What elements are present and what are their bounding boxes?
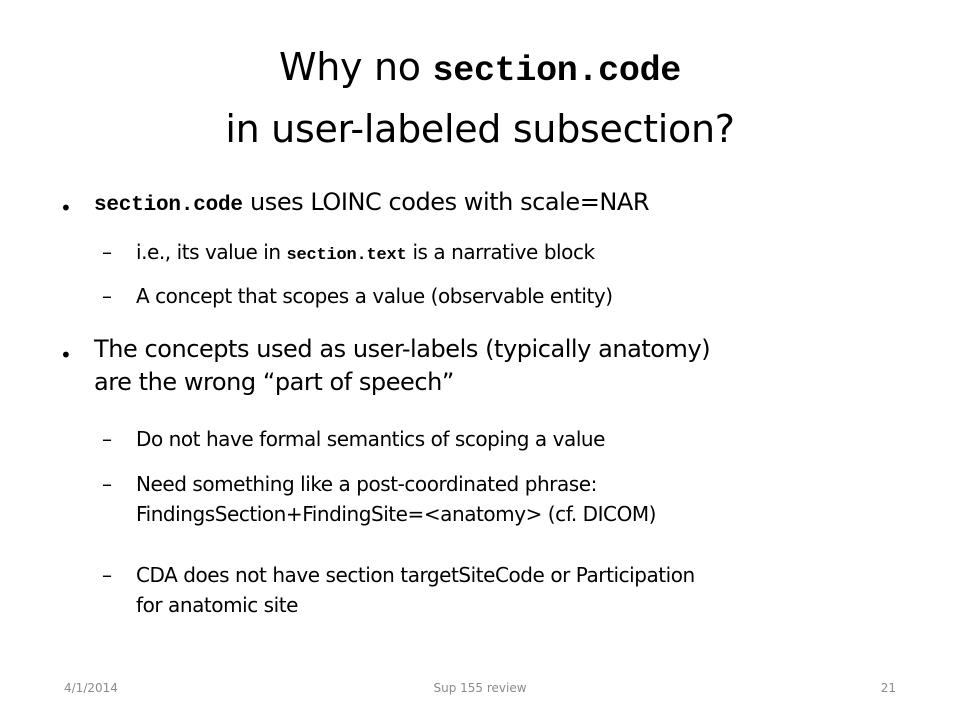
sub-bullet-2-2 [136,469,656,529]
sub-bullet-2-1: Do not have formal semantics of scoping a value [136,427,606,451]
sub-bullet-2-3-line-1: CDA does not have section targetSiteCode or Participation [136,563,695,587]
sub-bullet-2-3-line-2: for anatomic site [136,593,298,617]
sub-bullet-2-2-line-1: Need something like a post-coordinated phrase: [136,472,597,496]
sub-bullet-2-2-line-2: FindingsSection+FindingSite=<anatomy> (cf. DICOM) [136,502,657,526]
dash-marker-1-1: – [102,240,112,264]
dash-marker-2-3: – [102,563,112,587]
sub-bullet-1-1 [136,237,595,271]
bullet-1-code: section.code [94,194,243,217]
title-line-1-code: section.code [432,51,681,91]
dash-marker-2-1: – [102,427,112,451]
sub-bullet-2-3 [136,560,695,620]
footer-page-number: 21 [880,681,896,695]
sub-bullet-1-1-pre: i.e., its value in [136,240,287,264]
bullet-2-line-2: are the wrong “part of speech” [94,368,454,396]
sub-bullet-1-1-post: is a narrative block [406,240,595,264]
bullet-marker-2: • [60,343,72,367]
bullet-2-line-1: The concepts used as user-labels (typically anatomy) [94,335,711,363]
bullet-2 [94,333,710,399]
title-line-1-prefix: Why no [279,45,421,89]
dash-marker-1-2: – [102,284,112,308]
sub-bullet-1-2: A concept that scopes a value (observable entity) [136,284,613,308]
footer-title: Sup 155 review [433,681,527,695]
bullet-1-text: uses LOINC codes with scale=NAR [242,188,650,216]
title-line-2: in user-labeled subsection? [225,107,735,151]
dash-marker-2-2: – [102,472,112,496]
bullet-1 [94,186,649,222]
sub-bullet-1-1-code: section.text [286,246,407,265]
footer-date: 4/1/2014 [64,681,118,695]
bullet-marker-1: • [60,196,72,220]
